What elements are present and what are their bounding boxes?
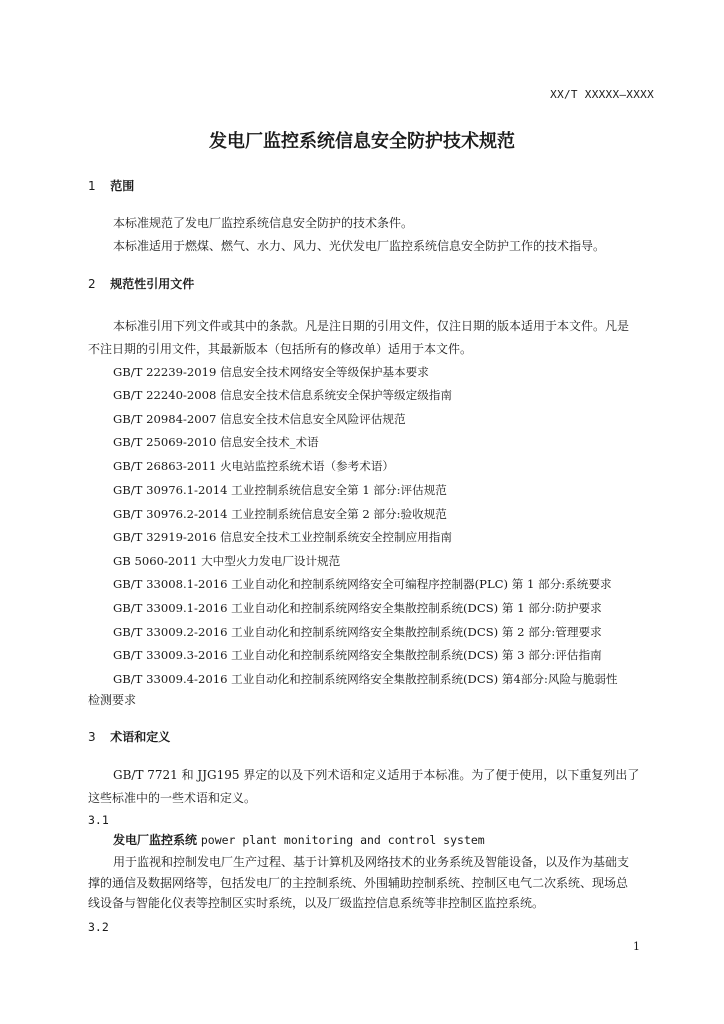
- reference-item-continuation: 检测要求: [88, 693, 137, 707]
- paragraph: 本标准规范了发电厂监控系统信息安全防护的技术条件。: [113, 216, 414, 230]
- reference-item: GB/T 32919-2016 信息安全技术工业控制系统安全控制应用指南: [113, 530, 452, 544]
- reference-item: GB/T 33009.2-2016 工业自动化和控制系统网络安全集散控制系统(DCS) 第 2 部分:管理要求: [113, 625, 602, 639]
- paragraph: 本标准适用于燃煤、燃气、水力、风力、光伏发电厂监控系统信息安全防护工作的技术指导。: [113, 239, 606, 253]
- term-english: power plant monitoring and control system: [200, 833, 485, 847]
- reference-item: GB/T 30976.1-2014 工业控制系统信息安全第 1 部分:评估规范: [113, 483, 447, 497]
- reference-item: GB/T 26863-2011 火电站监控系统术语（参考术语）: [113, 459, 395, 473]
- reference-item: GB/T 33009.4-2016 工业自动化和控制系统网络安全集散控制系统(DCS) 第4部分:风险与脆弱性: [113, 672, 618, 686]
- paragraph: GB/T 7721 和 JJG195 界定的以及下列术语和定义适用于本标准。为了便于使用，以下重复列出了: [113, 768, 640, 782]
- paragraph: 不注日期的引用文件，其最新版本（包括所有的修改单）适用于本文件。: [88, 342, 473, 356]
- paragraph: 这些标准中的一些术语和定义。: [88, 791, 257, 805]
- section-1-heading: [88, 177, 134, 194]
- section-number: 3: [88, 730, 96, 744]
- term-chinese: 发电厂监控系统: [113, 833, 198, 847]
- section-title: 术语和定义: [110, 730, 171, 744]
- reference-item: GB/T 33008.1-2016 工业自动化和控制系统网络安全可编程序控制器(PLC) 第 1 部分:系统要求: [113, 577, 612, 591]
- section-2-heading: [88, 275, 194, 292]
- page-title: 发电厂监控系统信息安全防护技术规范: [209, 131, 515, 152]
- reference-item: GB/T 33009.3-2016 工业自动化和控制系统网络安全集散控制系统(DCS) 第 3 部分:评估指南: [113, 648, 602, 662]
- reference-item: GB/T 22240-2008 信息安全技术信息系统安全保护等级定级指南: [113, 388, 452, 402]
- reference-item: GB 5060-2011 大中型火力发电厂设计规范: [113, 554, 341, 568]
- standard-code: XX/T XXXXX—XXXX: [550, 88, 654, 101]
- reference-item: GB/T 25069-2010 信息安全技术_术语: [113, 435, 319, 449]
- reference-item: GB/T 20984-2007 信息安全技术信息安全风险评估规范: [113, 412, 406, 426]
- reference-item: GB/T 33009.1-2016 工业自动化和控制系统网络安全集散控制系统(DCS) 第 1 部分:防护要求: [113, 601, 602, 615]
- subsection-number: 3.1: [88, 813, 109, 827]
- section-title: 规范性引用文件: [110, 277, 195, 291]
- section-title: 范围: [110, 179, 135, 193]
- subsection-number: 3.2: [88, 920, 109, 934]
- definition-line: 撑的通信及数据网络等，包括发电厂的主控制系统、外围辅助控制系统、控制区电气二次系统、现场总: [88, 876, 629, 890]
- paragraph: 本标准引用下列文件或其中的条款。凡是注日期的引用文件，仅注日期的版本适用于本文件。凡是: [113, 319, 630, 333]
- section-3-heading: [88, 728, 170, 745]
- reference-item: GB/T 30976.2-2014 工业控制系统信息安全第 2 部分:验收规范: [113, 507, 447, 521]
- definition-line: 用于监视和控制发电厂生产过程、基于计算机及网络技术的业务系统及智能设备，以及作为基础支: [113, 855, 630, 869]
- reference-item: GB/T 22239-2019 信息安全技术网络安全等级保护基本要求: [113, 365, 429, 379]
- section-number: 1: [88, 179, 96, 193]
- section-number: 2: [88, 277, 96, 291]
- page-number: 1: [633, 940, 640, 953]
- term-entry: [113, 831, 485, 848]
- definition-line: 线设备与智能化仪表等控制区实时系统，以及厂级监控信息系统等非控制区监控系统。: [88, 896, 545, 910]
